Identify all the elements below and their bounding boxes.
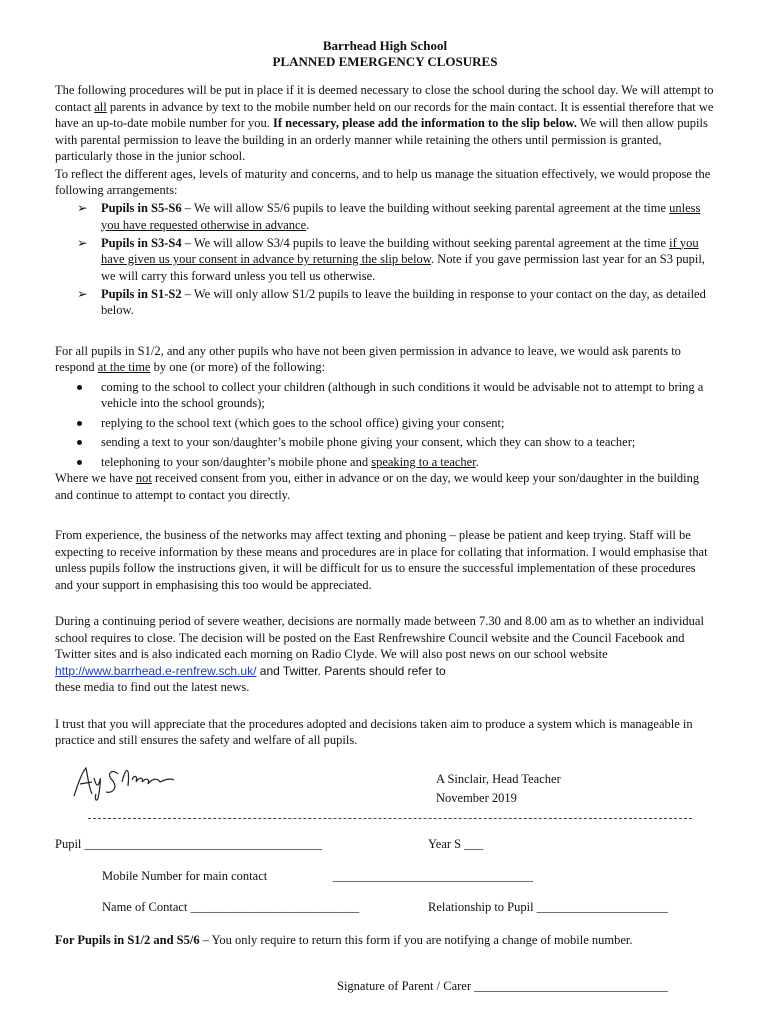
- school-website-link[interactable]: http://www.barrhead.e-renfrew.sch.uk/: [55, 663, 257, 678]
- list-item: telephoning to your son/daughter’s mobile phone and speaking to a teacher.: [77, 454, 715, 471]
- arrow-bullet-icon: ➢: [77, 235, 88, 250]
- options-list: [55, 379, 715, 471]
- signature-image: [70, 760, 180, 804]
- bullet-icon: [77, 440, 82, 445]
- list-item: ➢ Pupils in S5-S6 – We will allow S5/6 pupils to leave the building without seeking parental agreement at the time unless you have requested otherwise in advance.: [77, 201, 701, 232]
- bullet-icon: [77, 385, 82, 390]
- arrow-bullet-icon: ➢: [77, 286, 88, 301]
- list-item: coming to the school to collect your children (although in such conditions it would be advisable not to attempt to bring a vehicle into the school grounds);: [77, 379, 715, 412]
- arrangements-list: [55, 200, 715, 319]
- signoff-block: [436, 770, 561, 808]
- pupil-field[interactable]: Pupil ______________________________________: [55, 837, 323, 851]
- year-field[interactable]: Year S ___: [428, 837, 483, 851]
- experience-paragraph: From experience, the business of the networks may affect texting and phoning – please be patient and keep trying. Staff will be expecting to receive information by these means and procedures are in place for collating that information. I would emphasise that unless pupils follow the instructions given, it will be difficult for us to ensure the successful implementation of these procedures and your support in emphasising this too would be appreciated.: [55, 528, 708, 592]
- trust-paragraph: I trust that you will appreciate that the procedures adopted and decisions taken aim to produce a system which is manageable in practice and still ensures the safety and welfare of all pupils.: [55, 716, 693, 747]
- arrow-bullet-icon: ➢: [77, 201, 88, 215]
- mobile-field[interactable]: ________________________________: [333, 869, 533, 883]
- list-item: replying to the school text (which goes to the school office) giving your consent;: [77, 415, 715, 432]
- school-name: Barrhead High School: [322, 38, 448, 53]
- bullet-icon: [77, 421, 82, 426]
- list-item: ➢ Pupils in S3-S4 – We will allow S3/4 pupils to leave the building without seeking parental agreement at the time if you have given us your consent in advance by returning the slip below. Note if you gave permission last year for an S3 pupil, we will carry this forward unless you tell us otherwise.: [77, 235, 705, 283]
- contact-name-field[interactable]: Name of Contact ___________________________: [102, 900, 360, 914]
- signature-field[interactable]: Signature of Parent / Carer _______________________________: [337, 979, 668, 993]
- signoff-name: A Sinclair, Head Teacher: [436, 772, 561, 786]
- letter: [55, 38, 715, 749]
- intro-paragraph: The following procedures will be put in place if it is deemed necessary to close the school during the school day. We will attempt to contact all parents in advance by text to the mobile number held on our records for the main contact. It is essential therefore that we have an up-to-date mobile number for you. If necessary, please add the information to the slip below. We will then allow pupils with parental permission to leave the building in an orderly manner while retaining the others until permission is granted, particularly those in the junior school.: [55, 83, 714, 163]
- not-received-paragraph: Where we have not received consent from you, either in advance or on the day, we would keep your son/daughter in the building and continue to attempt to contact you directly.: [55, 471, 700, 502]
- all-pupils-paragraph: For all pupils in S1/2, and any other pupils who have not been given permission in advance to leave, we would ask parents to respond at the time by one (or more) of the following:: [55, 343, 681, 374]
- relationship-field[interactable]: Relationship to Pupil _____________________: [428, 900, 668, 914]
- list-item: sending a text to your son/daughter’s mobile phone giving your consent, which they can show to a teacher;: [77, 434, 715, 451]
- weather-paragraph: During a continuing period of severe weather, decisions are normally made between 7.30 and 8.00 am as to whether an individual school requires to close. The decision will be posted on the East Renfrewshire Council website and the Council Facebook and Twitter sites and is also indicated each morning on Radio Clyde. We will also post news on our school website http://www.barrhead.e-renfrew.sch.uk/ and Twitter. Parents should refer to these media to find out the latest news.: [55, 614, 704, 694]
- reflect-paragraph: To reflect the different ages, levels of maturity and concerns, and to help us manage the situation effectively, we would propose the following arrangements:: [55, 166, 711, 197]
- signoff-date: November 2019: [436, 791, 517, 805]
- cut-line: [88, 818, 692, 819]
- mobile-label: Mobile Number for main contact: [102, 869, 268, 883]
- list-item: ➢ Pupils in S1-S2 – We will only allow S1/2 pupils to leave the building in response to your contact on the day, as detailed below.: [77, 286, 706, 317]
- bullet-icon: [77, 460, 82, 465]
- slip-note: For Pupils in S1/2 and S5/6 – You only require to return this form if you are notifying a change of mobile number.: [55, 933, 633, 947]
- page-title: PLANNED EMERGENCY CLOSURES: [272, 54, 498, 69]
